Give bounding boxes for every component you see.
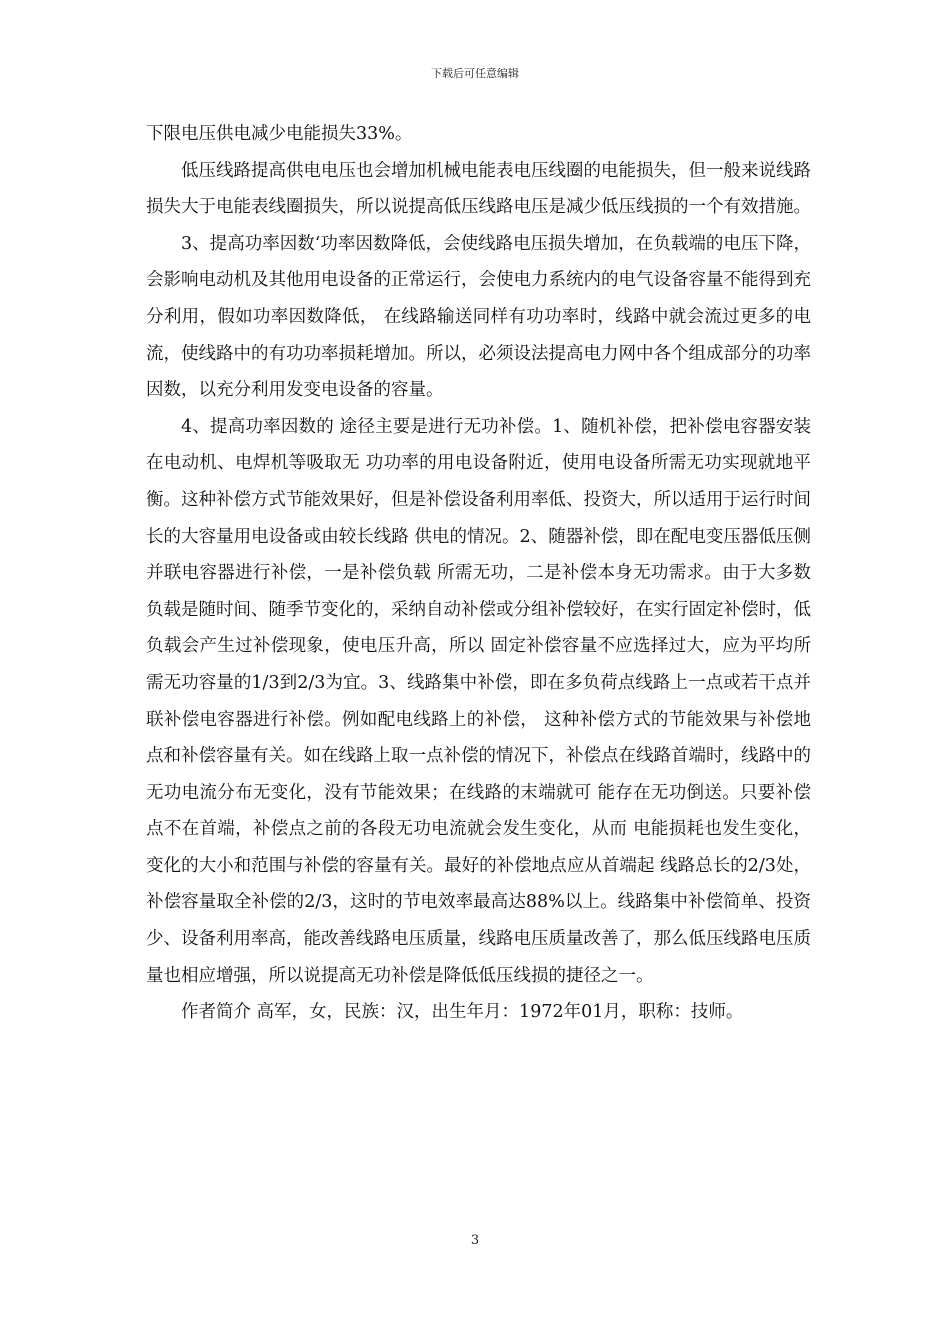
page-number: 3	[470, 1233, 480, 1248]
paragraph-continuation: 下限电压供电减少电能损失33%。	[146, 124, 413, 144]
paragraph-power-factor: 3、提高功率因数‘功率因数降低，会使线路电压损失增加，在负载端的电压下降，会影响电动机及其他用电设备的正常运行，会使电力系统内的电气设备容量不能得到充分利用，假如功率因数降低， 在线路输送同样有功功率时，线路中就会流过更多的电流，使线路中的有功功率损耗增加。所以，必须设法提高电力网中各个组成部分的功率因数，以充分利用发变电设备的容量。	[146, 233, 811, 401]
paragraph-reactive-compensation: 4、提高功率因数的 途径主要是进行无功补偿。1、随机补偿，把补偿电容器安装在电动机、电焊机等吸取无 功功率的用电设备附近，使用电设备所需无功实现就地平衡。这种补偿方式节能效果好，但是补偿设备利用率低、投资大，所以适用于运行时间长的大容量用电设备或由较长线路 供电的情况。2、随器补偿，即在配电变压器低压侧并联电容器进行补偿，一是补偿负载 所需无功，二是补偿本身无功需求。由于大多数负载是随时间、随季节变化的，采纳自动补偿或分组补偿较好，在实行固定补偿时，低负载会产生过补偿现象，使电压升高，所以 固定补偿容量不应选择过大，应为平均所需无功容量的1/3到2/3为宜。3、线路集中补偿，即在多负荷点线路上一点或若干点并联补偿电容器进行补偿。例如配电线路上的补偿， 这种补偿方式的节能效果与补偿地点和补偿容量有关。如在线路上取一点补偿的情况下，补偿点在线路首端时，线路中的无功电流分布无变化，没有节能效果；在线路的末端就可 能存在无功倒送。只要补偿点不在首端，补偿点之前的各段无功电流就会发生变化，从而 电能损耗也发生变化，变化的大小和范围与补偿的容量有关。最好的补偿地点应从首端起 线路总长的2/3处，补偿容量取全补偿的2/3，这时的节电效率最高达88%以上。线路集中补偿简单、投资少、设备利用率高，能改善线路电压质量，线路电压质量改善了，那么低压线路电压质量也相应增强，所以说提高无功补偿是降低低压线损的捷径之一。	[146, 416, 811, 986]
document-body	[146, 116, 811, 1031]
paragraph-low-voltage: 低压线路提高供电电压也会增加机械电能表电压线圈的电能损失，但一般来说线路损失大于电能表线圈损失，所以说提高低压线路电压是减少低压线损的一个有效措施。	[146, 160, 811, 218]
paragraph-author-bio: 作者简介 高军，女，民族：汉，出生年月：1972年01月，职称：技师。	[181, 1002, 744, 1023]
page-header: 下载后可任意编辑	[431, 67, 519, 80]
